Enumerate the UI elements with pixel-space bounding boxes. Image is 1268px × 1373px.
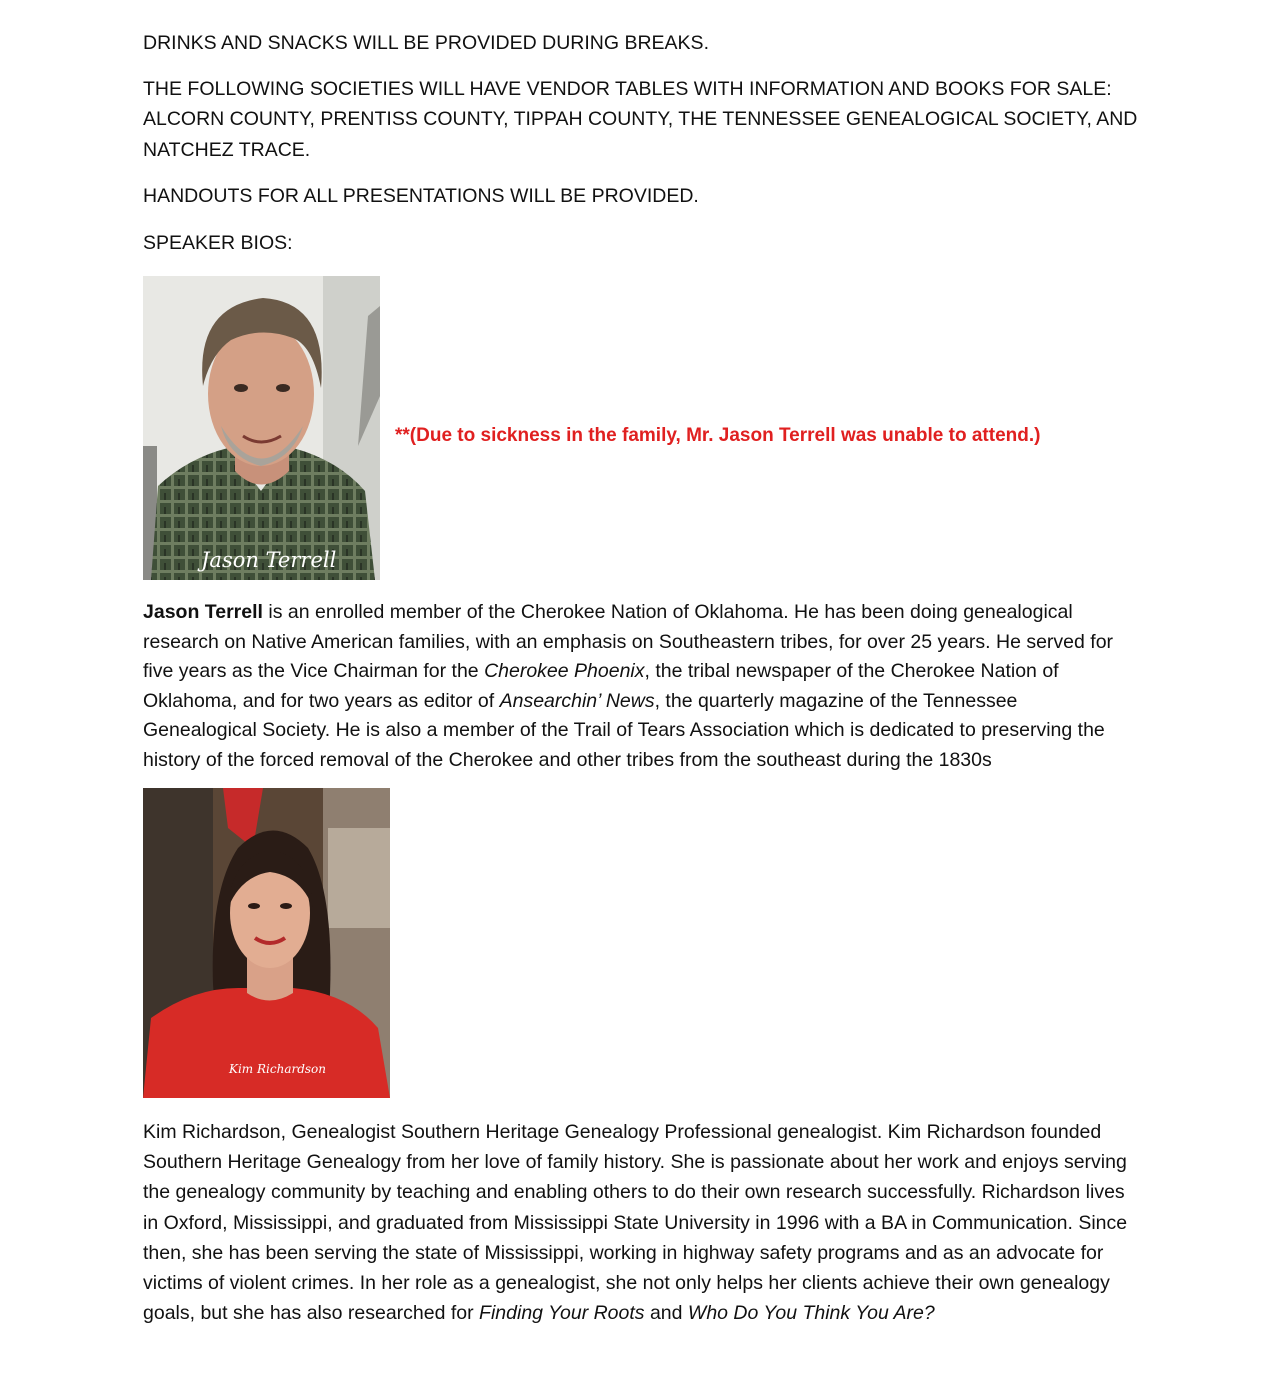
vendors-line-3: NATCHEZ TRACE. [143,139,311,161]
jason-terrell-name: Jason Terrell [143,601,263,623]
bio-text: and [644,1302,688,1325]
bio-text: Kim Richardson, Genealogist Southern Heritage Genealogy Professional genealogist. Kim Richardson founded Southern Heritage Genealogy from her love of family history. She is passionate about her work and enjoys serving the genealogy community by teaching and enabling others to do their own research successfully. Richardson lives in Oxford, Mississippi, and graduated from Mississippi State University in 1996 with a BA in Communication. Since then, she has been serving the state of Mississippi, working in highway safety programs and as an advocate for victims of violent crimes. In her role as a genealogist, she not only helps her clients achieve their own genealogy goals, but she has also researched for [143,1121,1128,1325]
jason-terrell-bio [143,598,1133,775]
speaker-bios-heading: SPEAKER BIOS: [143,232,293,254]
jason-terrell-photo [143,276,380,580]
vendors-line-2: ALCORN COUNTY, PRENTISS COUNTY, TIPPAH COUNTY, THE TENNESSEE GENEALOGICAL SOCIETY, AND [143,108,1138,130]
bio-text: is an enrolled member of the Cherokee Nation of Oklahoma. He has been doing genealogical research on Native American families, with an emphasis on Southeastern tribes, for over 25 years. He served for five years as the Vice Chairman for the [143,601,1114,682]
publication-title: Cherokee Phoenix [484,660,645,682]
jason-terrell-photo-signature: Jason Terrell [201,548,337,572]
absence-note: **(Due to sickness in the family, Mr. Jason Terrell was unable to attend.) [395,425,1041,446]
show-title: Finding Your Roots [479,1302,645,1325]
publication-title: Ansearchin’ News [499,689,655,712]
bio-text: , the quarterly magazine of the Tennessee Genealogical Society. He is also a member of the Trail of Tears Association which is dedicated to preserving the history of the forced removal of the Cherokee and other tribes from the southeast during the 1830s [143,689,1105,771]
drinks-line: DRINKS AND SNACKS WILL BE PROVIDED DURING BREAKS. [143,32,709,54]
kim-richardson-photo-signature: Kim Richardson [229,1062,327,1076]
bio-text: , the tribal newspaper of the Cherokee Nation of Oklahoma, and for two years as editor of [143,660,1059,712]
kim-richardson-portrait [143,788,390,1098]
handouts-line: HANDOUTS FOR ALL PRESENTATIONS WILL BE PROVIDED. [143,185,699,207]
jason-terrell-portrait [143,276,380,580]
vendors-line-1: THE FOLLOWING SOCIETIES WILL HAVE VENDOR TABLES WITH INFORMATION AND BOOKS FOR SALE: [143,78,1112,100]
show-title: Who Do You Think You Are? [687,1302,935,1325]
kim-richardson-photo [143,788,390,1098]
kim-richardson-bio [143,1117,1133,1328]
